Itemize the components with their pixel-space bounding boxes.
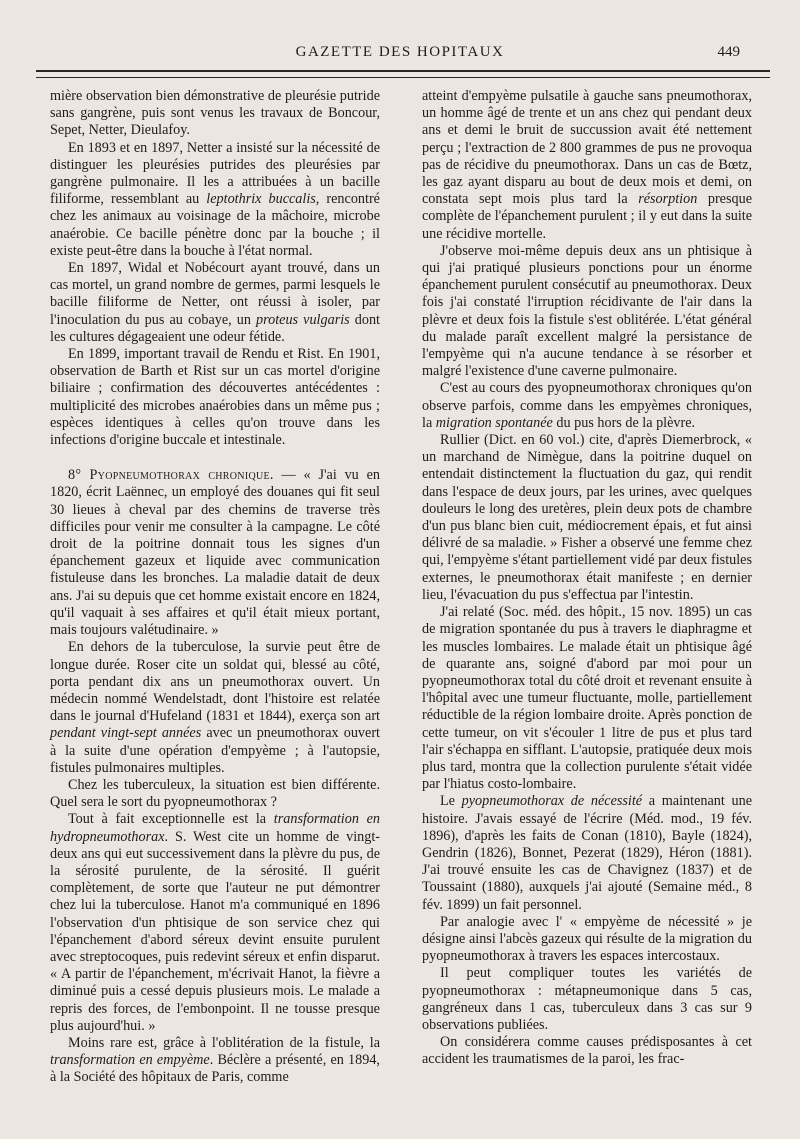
paragraph: Par analogie avec l' « empyème de nécessité » je désigne ainsi l'abcès gazeux qui résulte de la migration du pyopneumothorax à travers les espaces intercostaux. — [422, 913, 752, 965]
paragraph: Le pyopneumothorax de nécessité a maintenant une histoire. J'avais essayé de l'écrire (Méd. mod., 19 fév. 1896), d'après les faits de Conan (1810), Bayle (1824), Gendrin (1826), Bonnet, Pezerat (1829), Héron (1881). J'ai trouvé ensuite les cas de Chavignez (1837) et de Toussaint (1880), auxquels j'ai ajouté (Semaine méd., 8 fév. 1899) un fait personnel. — [422, 793, 752, 913]
paragraph: Il peut compliquer toutes les variétés de pyopneumothorax : métapneumonique dans 5 cas, gangréneux dans 1 cas, tuberculeux dans 3 cas sur 9 observations publiées. — [422, 965, 752, 1033]
paragraph: On considérera comme causes prédisposantes à cet accident les traumatismes de la paroi, les frac- — [422, 1034, 752, 1068]
paragraph: J'ai relaté (Soc. méd. des hôpit., 15 nov. 1895) un cas de migration spontanée du pus à travers le diaphragme et les muscles lombaires. Le malade était un phtisique âgé de quarante ans, soigné d'abord par moi pour un pyopneumothorax total du côté droit et revenant ensuite à l'hôpital avec une tumeur fluctuante, molle, partiellement réductible de la région lombaire droite. Après ponction de cette tumeur, on vit s'écouler 1 litre de pus et plus tard l'air s'échappa en sifflant. L'autopsie, pratiquée deux mois plus tard, montra que la collection purulente s'était vidée par l'hiatus costo-lombaire. — [422, 604, 752, 793]
paragraph: Rullier (Dict. en 60 vol.) cite, d'après Diemerbrock, « un marchand de Nimègue, dans la poitrine duquel on entendait distinctement la fluctuation du gaz, qui rendit dans l'espace de deux jours, par les urines, avec quelques douleurs le long des uretères, plein deux pots de chambre d'un pus blanc bien cuit, médiocrement épais, et fut ainsi délivré de sa maladie. » Fisher a observé une femme chez qui, l'empyème s'étant partiellement vidé par deux fistules externes, le pneumothorax était manifeste ; en dernier lieu, l'évacuation du pus s'effectua par l'intestin. — [422, 432, 752, 603]
paragraph: Chez les tuberculeux, la situation est bien différente. Quel sera le sort du pyopneumothorax ? — [50, 776, 380, 811]
paragraph: mière observation bien démonstrative de pleurésie putride sans gangrène, puis sont venus les travaux de Boncour, Sepet, Netter, Dieulafoy. — [50, 88, 380, 139]
paragraph: En dehors de la tuberculose, la survie peut être de longue durée. Roser cite un soldat qui, blessé au côté, porta pendant dix ans un pneumothorax ouvert. Un médecin nommé Wendelstadt, dont l'histoire est relatée dans le journal d'Hufeland (1831 et 1844), exerça son art pendant vingt-sept années avec un pneumothorax ouvert à la suite d'une opération d'empyème ; à l'autopsie, fistules pulmonaires multiples. — [50, 639, 380, 776]
paragraph: En 1893 et en 1897, Netter a insisté sur la nécessité de distinguer les pleurésies putrides des pleurésies par gangrène pulmonaire. Il les a attribuées à un bacille filiforme, ressemblant au leptothrix buccalis, rencontré chez les animaux au voisinage de la mâchoire, microbe anaérobie. Ce bacille pénètre donc par la bouche ; il existe peut-être dans la bouche à l'état normal. — [50, 139, 380, 259]
section-heading: 8° Pyopneumothorax chronique. — [68, 467, 274, 484]
header-double-rule — [36, 70, 770, 78]
paragraph: Tout à fait exceptionnelle est la transformation en hydropneumothorax. S. West cite un homme de vingt-deux ans qui eut successivement dans la plèvre du pus, de la sérosité purulente, de la sérosité. Il guérit complètement, de sorte que l'auteur ne put démontrer chez lui la tuberculose. Hanot m'a communiqué en 1896 l'observation d'un phtisique de son service chez qui l'épanchement d'abord séreux devint ensuite purulent avec streptocoques, puis redevint séreux et enfin disparut. « A partir de l'épanchement, m'écrivait Hanot, la fièvre a diminué puis a cessé depuis plusieurs mois. Le malade a repris des forces, de l'embonpoint. Il ne tousse presque plus aujourd'hui. » — [50, 811, 381, 1034]
page-header — [50, 44, 750, 68]
page-number: 449 — [717, 44, 740, 60]
paragraph: En 1897, Widal et Nobécourt ayant trouvé, dans un cas mortel, un grand nombre de germes, parmi lesquels le bacille filiforme de Netter, ont réussi à isoler, par l'inoculation du pus au cobaye, un proteus vulgaris dont les cultures dégageaient une odeur fétide. — [50, 260, 380, 345]
paragraph: J'observe moi-même depuis deux ans un phtisique à qui j'ai pratiqué plusieurs ponctions pour un énorme épanchement purulent consécutif au pneumothorax. Deux fois j'ai constaté l'irruption récidivante de l'air dans la plèvre et deux fois la fistule s'est oblitérée. L'état général du malade paraît excellent malgré la persistance de l'empyème qui n'a aucune tendance à se résorber et malgré l'existence d'une caverne pulmonaire. — [422, 242, 752, 380]
section-paragraph: 8° Pyopneumothorax chronique. — « J'ai vu en 1820, écrit Laënnec, un employé des douanes qui fit seul 30 lieues à cheval par des chemins de traverse très difficiles pour venir me consulter à la campagne. Le côté droit de la poitrine donnait tous les signes d'un épanchement gazeux et liquide avec communication fistuleuse dans les bronches. La maladie datait de deux ans. J'ai su depuis que cet homme existait encore en 1824, qu'il vaquait à ses affaires et qu'il était mieux portant, mais toujours valétudinaire. » — [50, 467, 380, 639]
running-title: GAZETTE DES HOPITAUX — [295, 44, 505, 60]
paragraph: C'est au cours des pyopneumothorax chroniques qu'on observe parfois, comme dans les empyèmes chroniques, la migration spontanée du pus hors de la plèvre. — [422, 380, 752, 431]
left-column — [50, 88, 380, 1087]
right-column — [422, 88, 752, 1069]
paragraph: En 1899, important travail de Rendu et Rist. En 1901, observation de Barth et Rist sur un cas mortel d'origine biliaire ; confirmation des découvertes antécédentes : multiplicité des microbes anaérobies dans un même pus ; espèces identiques à celles qu'on trouve dans les infections d'origine buccale et intestinale. — [50, 346, 380, 449]
paragraph: Moins rare est, grâce à l'oblitération de la fistule, la transformation en empyème. Béclère a présenté, en 1894, à la Société des hôpitaux de Paris, comme — [50, 1034, 380, 1086]
paragraph: atteint d'empyème pulsatile à gauche sans pneumothorax, un homme âgé de trente et un ans chez qui pendant deux ans et demi le bruit de succussion avait été nettement perçu ; l'extraction de 2 800 grammes de pus ne provoqua pas de récidive du pneumothorax. Dans un cas de Bœtz, les gaz ayant disparu au bout de deux mois et demi, on constata sept mois plus tard la résorption presque complète de l'épanchement purulent ; il y eut dans la suite une récidive mortelle. — [422, 88, 752, 242]
